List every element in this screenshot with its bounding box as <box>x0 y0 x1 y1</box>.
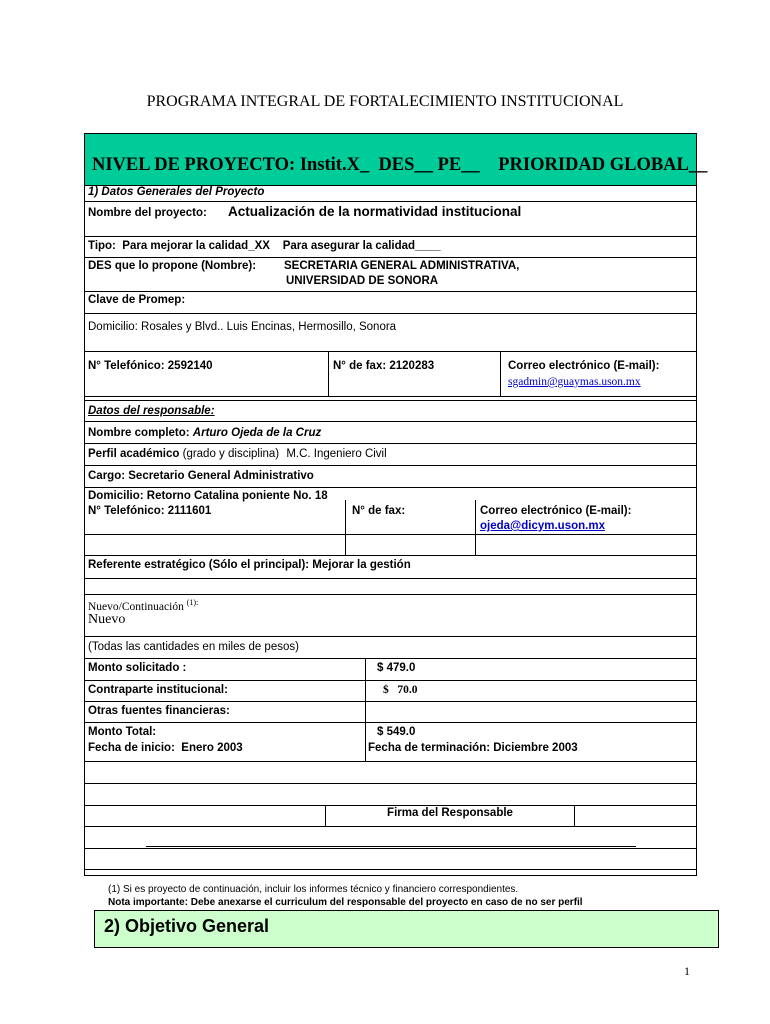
domicilio-dependencia: Domicilio: Rosales y Blvd.. Luis Encinas, Hermosillo, Sonora <box>88 321 397 333</box>
footnote-nota-importante: Nota importante: Debe anexarse el curriculum del responsable del proyecto en caso de no ser perfil <box>108 897 583 908</box>
fecha-inicio: Fecha de inicio: Enero 2003 <box>88 742 243 754</box>
row-line <box>84 680 696 681</box>
document-title: PROGRAMA INTEGRAL DE FORTALECIMIENTO INSTITUCIONAL <box>146 93 624 110</box>
nombre-proyecto-label: Nombre del proyecto: <box>88 207 207 219</box>
objetivo-general-title: 2) Objetivo General <box>104 916 270 936</box>
perfil-paren: (grado y disciplina) <box>182 448 280 460</box>
nombre-completo-value: Arturo Ojeda de la Cruz <box>192 427 322 439</box>
correo-responsable-label: Correo electrónico (E-mail): <box>480 505 632 517</box>
row-line <box>84 201 696 202</box>
row-line <box>84 658 696 659</box>
row-line <box>84 722 696 723</box>
nuevo-footnote-ref: (1): <box>186 598 199 607</box>
nivel-header-text: NIVEL DE PROYECTO: Instit.X_ DES__ PE__ PRIORIDAD GLOBAL__ <box>92 155 708 175</box>
cargo-row: Cargo: Secretario General Administrativo <box>88 470 314 482</box>
telefono-dependencia: N° Telefónico: 2592140 <box>88 360 213 372</box>
des-value-line2: UNIVERSIDAD DE SONORA <box>286 275 439 287</box>
nuevo-continuacion-label <box>88 598 198 613</box>
row-line <box>84 869 696 870</box>
firma-label: Firma del Responsable <box>387 807 513 819</box>
correo-responsable-link[interactable]: ojeda@dicym.uson.mx <box>480 520 605 532</box>
row-line <box>84 487 696 488</box>
row-line <box>84 534 696 535</box>
clave-promep-label: Clave de Promep: <box>88 294 186 306</box>
col-line <box>328 351 329 396</box>
col-line <box>475 500 476 555</box>
otras-fuentes-label: Otras fuentes financieras: <box>88 705 230 717</box>
col-line <box>365 658 366 761</box>
nuevo-value: Nuevo <box>88 612 126 627</box>
row-line <box>84 421 696 422</box>
contraparte-label: Contraparte institucional: <box>88 684 228 696</box>
row-line <box>84 783 696 784</box>
row-line <box>84 636 696 637</box>
row-line <box>84 351 696 352</box>
row-line <box>84 701 696 702</box>
row-line <box>84 465 696 466</box>
row-line <box>84 761 696 762</box>
row-line <box>84 555 696 556</box>
perfil-value: M.C. Ingeniero Civil <box>286 448 387 460</box>
correo-dependencia-label: Correo electrónico (E-mail): <box>508 360 660 372</box>
nombre-completo-label: Nombre completo: <box>88 427 190 439</box>
row-line <box>84 400 696 401</box>
signature-line <box>146 846 636 847</box>
telefono-responsable: N° Telefónico: 2111601 <box>88 505 212 517</box>
footnote-continuacion: (1) Si es proyecto de continuación, incluir los informes técnico y financiero correspondientes. <box>108 884 519 895</box>
row-line <box>84 313 696 314</box>
tipo-row: Tipo: Para mejorar la calidad_XX Para asegurar la calidad____ <box>88 240 441 252</box>
monto-solicitado-value: $ 479.0 <box>377 662 416 674</box>
row-line <box>84 291 696 292</box>
col-line <box>500 351 501 396</box>
cantidades-note: (Todas las cantidades en miles de pesos) <box>88 641 299 653</box>
des-label: DES que lo propone (Nombre): <box>88 260 257 272</box>
row-line <box>84 805 696 806</box>
contraparte-value: $ 70.0 <box>383 684 418 696</box>
col-line <box>345 500 346 555</box>
fax-dependencia: N° de fax: 2120283 <box>333 360 435 372</box>
nombre-proyecto-value: Actualización de la normatividad institucional <box>228 204 522 219</box>
fecha-terminacion: Fecha de terminación: Diciembre 2003 <box>368 742 578 754</box>
des-value-line1: SECRETARIA GENERAL ADMINISTRATIVA, <box>284 260 520 272</box>
section1-title: 1) Datos Generales del Proyecto <box>88 186 265 198</box>
monto-total-value: $ 549.0 <box>377 726 416 738</box>
col-line <box>574 805 575 826</box>
monto-total-label: Monto Total: <box>88 726 157 738</box>
row-line <box>84 826 696 827</box>
domicilio-responsable: Domicilio: Retorno Catalina poniente No. 18 <box>88 490 328 502</box>
page-number: 1 <box>684 964 690 978</box>
monto-solicitado-label: Monto solicitado : <box>88 662 187 674</box>
perfil-row <box>88 448 387 460</box>
row-line <box>84 848 696 849</box>
row-line <box>84 594 696 595</box>
correo-dependencia-link[interactable]: sgadmin@guaymas.uson.mx <box>508 376 641 388</box>
row-line <box>84 257 696 258</box>
referente-estrategico: Referente estratégico (Sólo el principal): Mejorar la gestión <box>88 559 411 571</box>
row-line <box>84 236 696 237</box>
nuevo-label-text: Nuevo/Continuación <box>88 600 184 613</box>
perfil-label: Perfil académico <box>88 448 180 460</box>
row-line <box>84 578 696 579</box>
responsable-title: Datos del responsable: <box>88 405 215 417</box>
row-line <box>84 443 696 444</box>
fax-responsable: N° de fax: <box>352 505 406 517</box>
nombre-completo-row <box>88 427 321 439</box>
row-line <box>84 396 696 397</box>
